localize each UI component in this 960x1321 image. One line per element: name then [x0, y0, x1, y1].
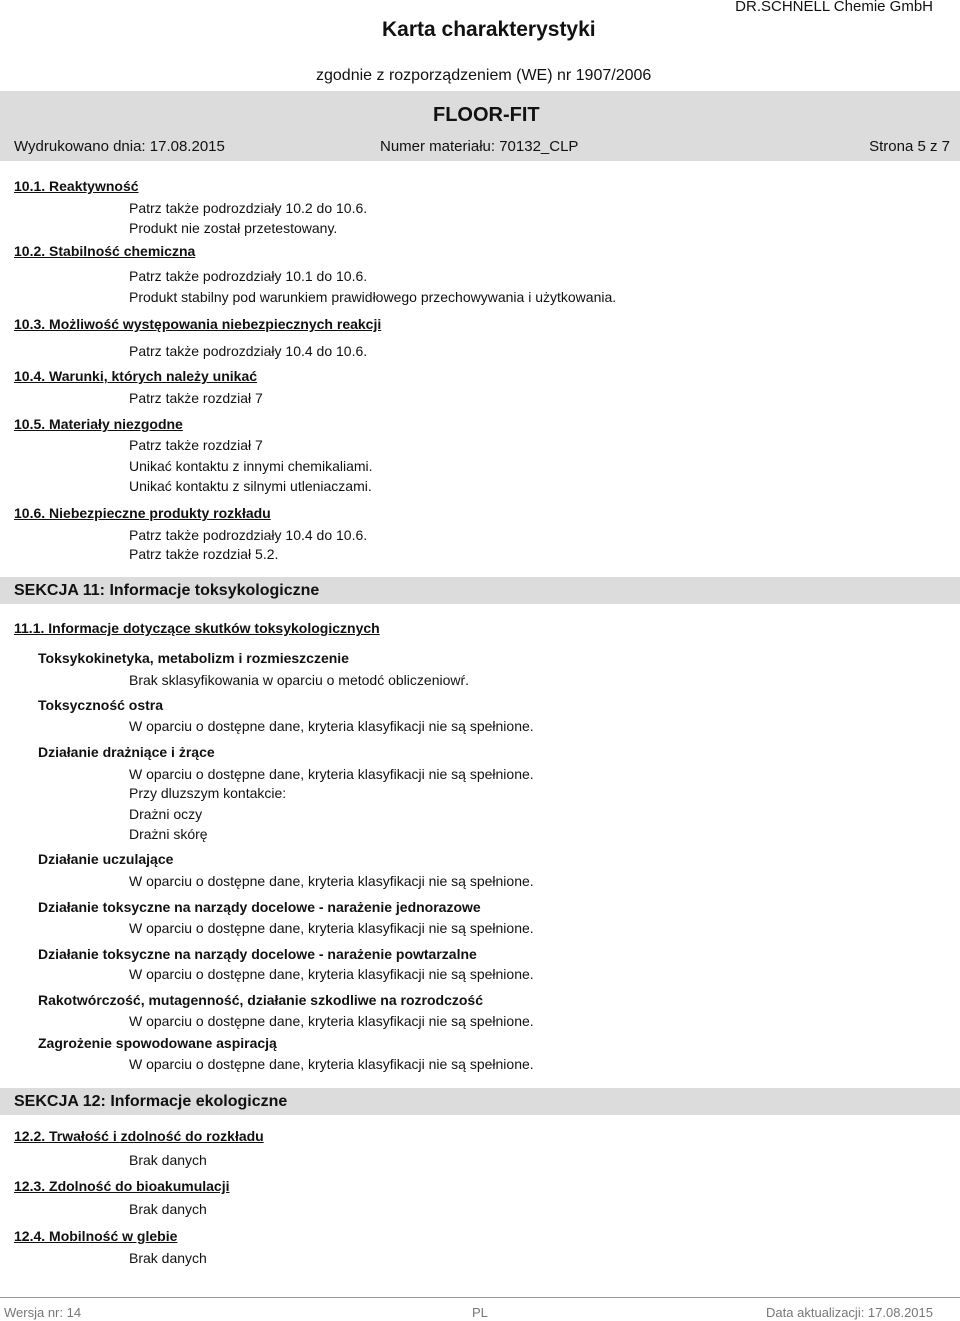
text-line: Patrz także podrozdziały 10.4 do 10.6. [129, 343, 368, 359]
text-line: Patrz także rozdział 7 [129, 390, 263, 406]
subsection-heading: 12.2. Trwałość i zdolność do rozkładu [14, 1128, 264, 1144]
subsection-heading: 10.5. Materiały niezgodne [14, 416, 183, 432]
property-label: Działanie drażniące i żrące [38, 744, 215, 760]
text-line: Brak danych [129, 1250, 207, 1266]
text-line: Drażni oczy [129, 806, 203, 822]
page-number: Strona 5 z 7 [869, 138, 950, 155]
text-line: Drażni skórę [129, 826, 208, 842]
section-title: SEKCJA 12: Informacje ekologiczne [14, 1093, 288, 1110]
section-title: SEKCJA 11: Informacje toksykologiczne [14, 582, 320, 599]
property-label: Rakotwórczość, mutagenność, działanie szkodliwe na rozrodczość [38, 992, 483, 1008]
subsection-heading: 10.3. Możliwość występowania niebezpiecznych reakcji [14, 316, 382, 332]
text-line: Patrz także podrozdziały 10.2 do 10.6. [129, 200, 368, 216]
text-line: W oparciu o dostępne dane, kryteria klasyfikacji nie są spełnione. [129, 718, 534, 734]
text-line: Brak sklasyfikowania w oparciu o metodć obliczeniowŕ. [129, 672, 470, 688]
text-line: W oparciu o dostępne dane, kryteria klasyfikacji nie są spełnione. [129, 873, 534, 889]
text-line: Brak danych [129, 1152, 207, 1168]
text-line: Brak danych [129, 1201, 207, 1217]
subsection-heading: 12.3. Zdolność do bioakumulacji [14, 1178, 230, 1194]
product-name: FLOOR-FIT [433, 104, 540, 126]
subsection-heading: 11.1. Informacje dotyczące skutków toksykologicznych [14, 620, 380, 636]
text-line: Przy dluzszym kontakcie: [129, 785, 287, 801]
text-line: Unikać kontaktu z innymi chemikaliami. [129, 458, 373, 474]
language-label: PL [472, 1305, 488, 1320]
text-line: W oparciu o dostępne dane, kryteria klasyfikacji nie są spełnione. [129, 920, 534, 936]
text-line: Patrz także rozdział 5.2. [129, 546, 279, 562]
text-line: Patrz także podrozdziały 10.1 do 10.6. [129, 268, 368, 284]
property-label: Działanie toksyczne na narządy docelowe - narażenie powtarzalne [38, 946, 477, 962]
subsection-heading: 10.6. Niebezpieczne produkty rozkładu [14, 505, 271, 521]
document-title: Karta charakterystyki [382, 18, 596, 41]
property-label: Toksyczność ostra [38, 697, 164, 713]
property-label: Działanie uczulające [38, 851, 174, 867]
property-label: Toksykokinetyka, metabolizm i rozmieszczenie [38, 650, 349, 666]
section-12-header [0, 1088, 960, 1115]
subsection-heading: 10.1. Reaktywność [14, 178, 139, 194]
subsection-heading: 10.2. Stabilność chemiczna [14, 243, 196, 259]
text-line: Produkt nie został przetestowany. [129, 220, 338, 236]
material-number: Numer materiału: 70132_CLP [380, 138, 579, 155]
text-line: W oparciu o dostępne dane, kryteria klasyfikacji nie są spełnione. [129, 766, 534, 782]
update-date: Data aktualizacji: 17.08.2015 [766, 1305, 933, 1320]
print-date: Wydrukowano dnia: 17.08.2015 [14, 138, 225, 155]
regulation-line: zgodnie z rozporządzeniem (WE) nr 1907/2006 [316, 67, 652, 84]
section-11-header [0, 577, 960, 604]
subsection-heading: 12.4. Mobilność w glebie [14, 1228, 178, 1244]
text-line: W oparciu o dostępne dane, kryteria klasyfikacji nie są spełnione. [129, 1056, 534, 1072]
subsection-heading: 10.4. Warunki, których należy unikać [14, 368, 258, 384]
text-line: Patrz także rozdział 7 [129, 437, 263, 453]
text-line: W oparciu o dostępne dane, kryteria klasyfikacji nie są spełnione. [129, 966, 534, 982]
property-label: Zagrożenie spowodowane aspiracją [38, 1035, 277, 1051]
text-line: Patrz także podrozdziały 10.4 do 10.6. [129, 527, 368, 543]
footer-divider [0, 1297, 960, 1298]
text-line: W oparciu o dostępne dane, kryteria klasyfikacji nie są spełnione. [129, 1013, 534, 1029]
text-line: Produkt stabilny pod warunkiem prawidłowego przechowywania i użytkowania. [129, 289, 617, 305]
property-label: Działanie toksyczne na narządy docelowe - narażenie jednorazowe [38, 899, 481, 915]
version-label: Wersja nr: 14 [4, 1305, 82, 1320]
company-name: DR.SCHNELL Chemie GmbH [735, 0, 933, 15]
text-line: Unikać kontaktu z silnymi utleniaczami. [129, 478, 372, 494]
